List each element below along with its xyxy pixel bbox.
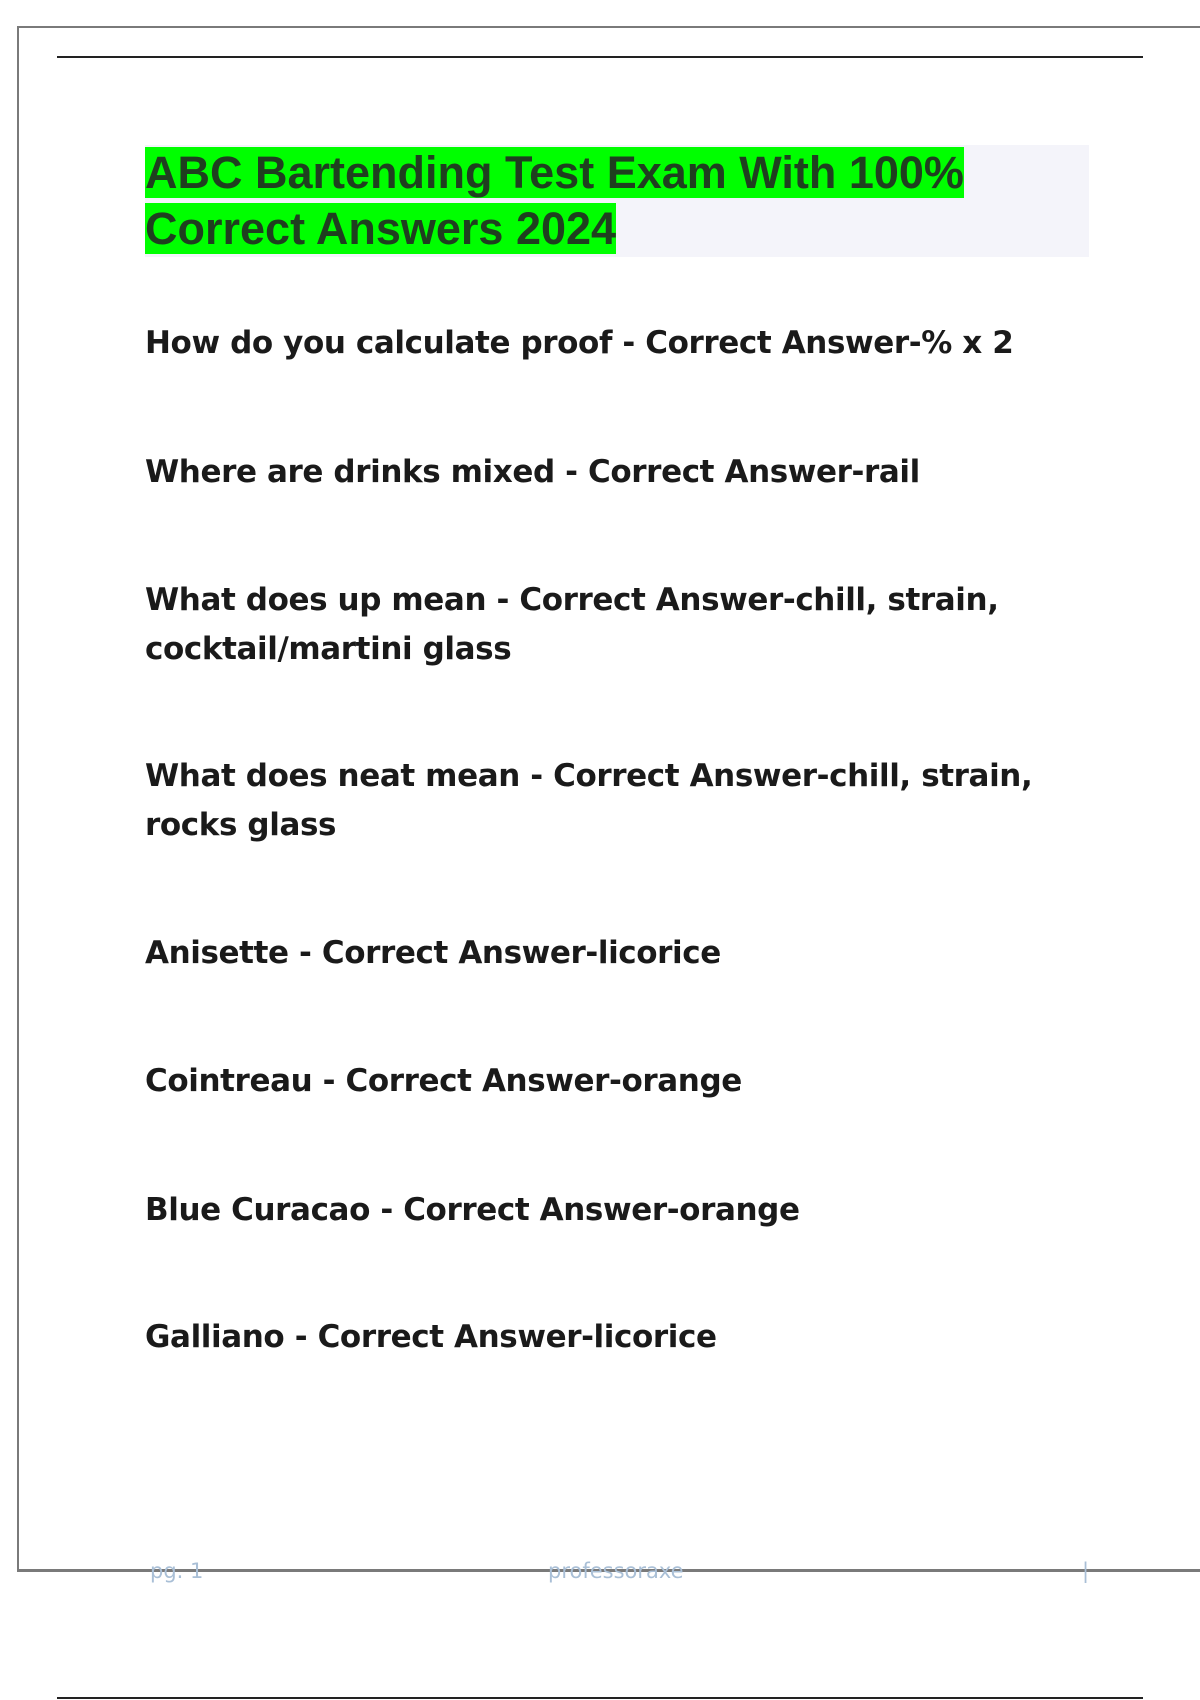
document-title	[145, 145, 1045, 257]
qa-item-3: What does up mean - Correct Answer-chill, strain, cocktail/martini glass	[145, 582, 999, 667]
title-block	[145, 145, 1089, 257]
qa-item-4: What does neat mean - Correct Answer-chill, strain, rocks glass	[145, 758, 1033, 843]
qa-item-5: Anisette - Correct Answer-licorice	[145, 935, 721, 971]
qa-item-1: How do you calculate proof - Correct Answer-% x 2	[145, 325, 1014, 361]
header-rule	[57, 56, 1143, 58]
footer-author: professoraxe	[548, 1559, 684, 1583]
qa-item-7: Blue Curacao - Correct Answer-orange	[145, 1192, 800, 1228]
qa-item-6: Cointreau - Correct Answer-orange	[145, 1063, 742, 1099]
title-line-2: Correct Answers 2024	[145, 203, 617, 254]
qa-item-2: Where are drinks mixed - Correct Answer-rail	[145, 454, 920, 490]
footer-marker: |	[1082, 1559, 1090, 1583]
title-line-1: ABC Bartending Test Exam With 100%	[145, 147, 964, 198]
bottom-rule	[57, 1697, 1143, 1699]
qa-item-8: Galliano - Correct Answer-licorice	[145, 1319, 717, 1355]
footer-page-number: pg. 1	[150, 1559, 204, 1583]
